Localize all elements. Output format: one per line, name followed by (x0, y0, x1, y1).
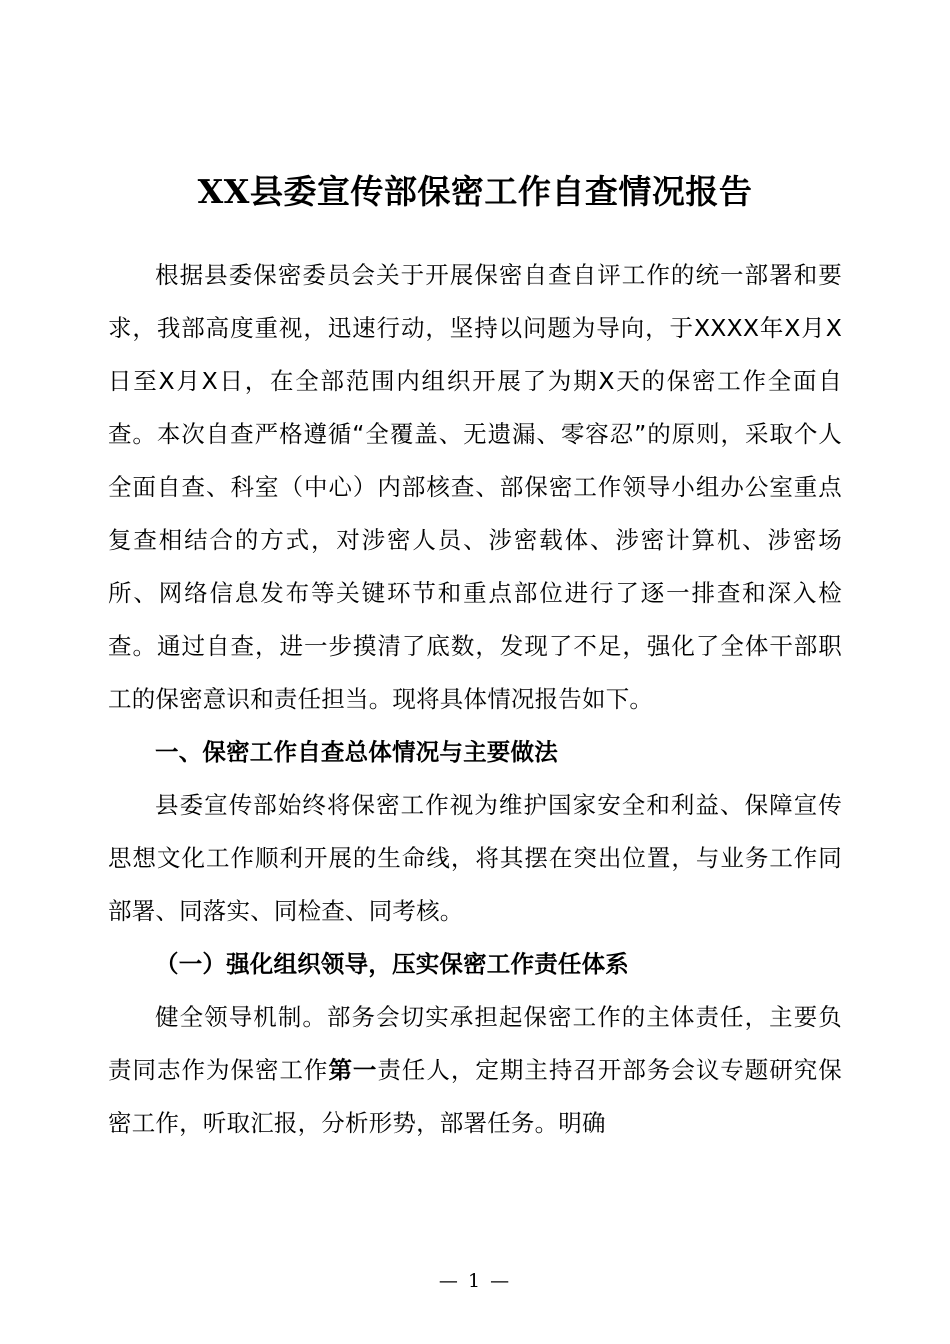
paragraph-3-text-part2: 责任人，定期主持召开部务会议专题研究保密工作，听取汇报，分析形势，部署任务。明确 (108, 1055, 842, 1137)
paragraph-3 (108, 991, 842, 1150)
section-heading-1: 一、保密工作自查总体情况与主要做法 (155, 737, 558, 766)
paragraph-intro: 根据县委保密委员会关于开展保密自查自评工作的统一部署和要求，我部高度重视，迅速行动，坚持以问题为导向，于XXXX年X月X日至X月X日，在全部范围内组织开展了为期X天的保密工作全面自查。本次自查严格遵循“全覆盖、无遗漏、零容忍”的原则，采取个人全面自查、科室（中心）内部核查、部保密工作领导小组办公室重点复查相结合的方式，对涉密人员、涉密载体、涉密计算机、涉密场所、网络信息发布等关键环节和重点部位进行了逐一排查和深入检查。通过自查，进一步摸清了底数，发现了不足，强化了全体干部职工的保密意识和责任担当。现将具体情况报告如下。 (108, 260, 842, 713)
page-number: — 1 — (438, 1270, 512, 1292)
paragraph-2: 县委宣传部始终将保密工作视为维护国家安全和利益、保障宣传思想文化工作顺利开展的生命线，将其摆在突出位置，与业务工作同部署、同落实、同检查、同考核。 (108, 790, 842, 925)
paragraph-3-emphasis: 第一 (328, 1055, 378, 1084)
page-title: XX县委宣传部保密工作自查情况报告 (197, 172, 753, 211)
paragraph-3-text-part1: 健全领导机制。部务会切实承担起保密工作的主体责任，主要负责同志作为保密工作 (108, 1002, 842, 1084)
section-heading-2: （一）强化组织领导，压实保密工作责任体系 (155, 949, 629, 978)
